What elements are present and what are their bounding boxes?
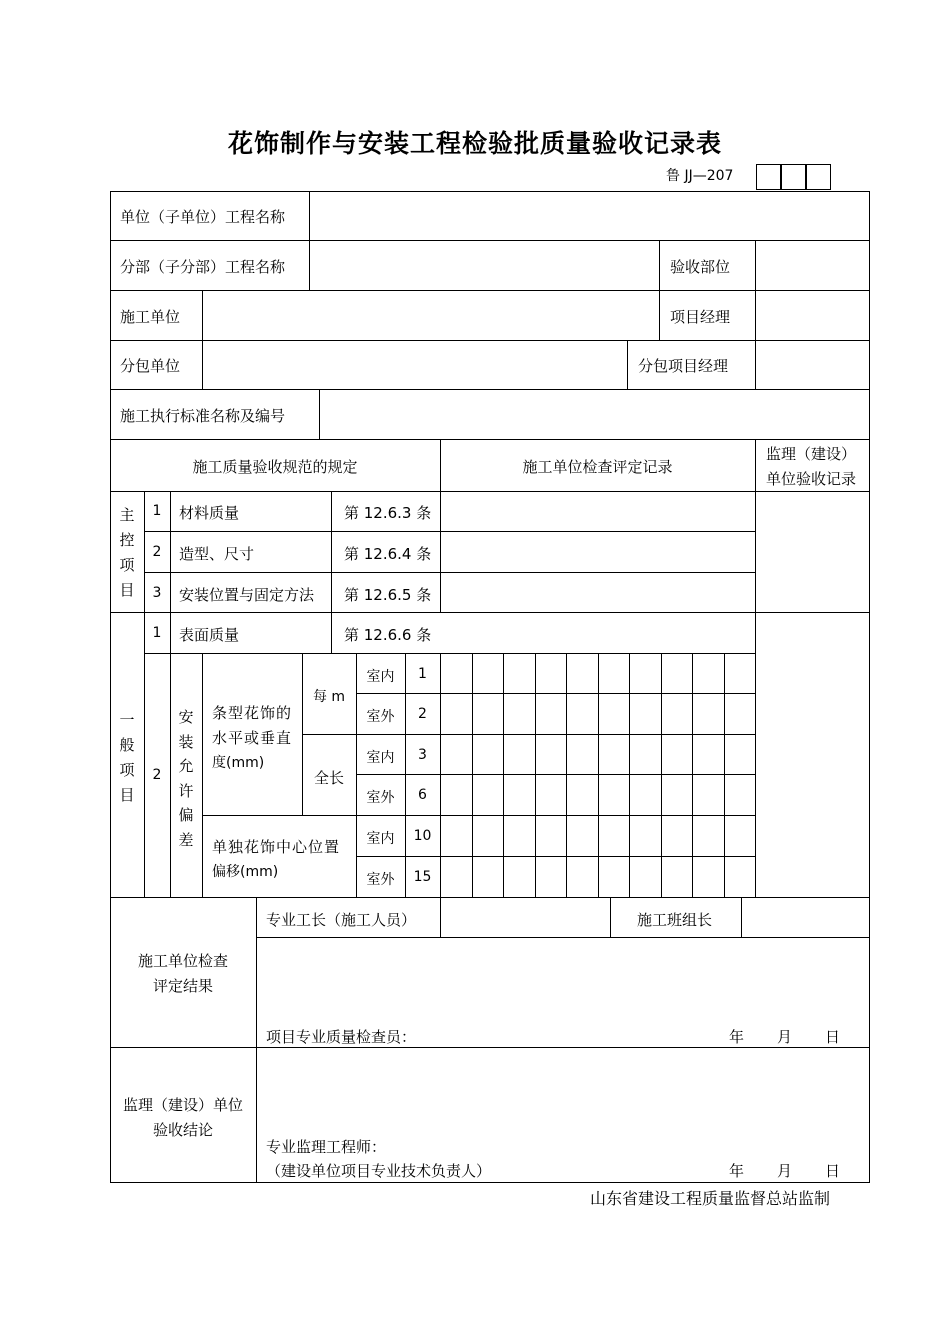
form-title: 花饰制作与安装工程检验批质量验收记录表 <box>227 129 722 158</box>
subcontract-unit-label: 分包单位 <box>120 357 181 375</box>
supervisor-column-header-line2: 单位验收记录 <box>766 470 857 488</box>
project-name-label: 单位（子单位）工程名称 <box>120 208 286 226</box>
general-item-name: 表面质量 <box>179 626 240 644</box>
main-item-name: 造型、尺寸 <box>179 545 255 563</box>
team-leader-label: 施工班组长 <box>637 911 713 929</box>
tolerance-value: 1 <box>418 666 427 682</box>
month-label: 月 <box>777 1028 793 1046</box>
tolerance-place: 室外 <box>366 709 395 725</box>
code-box-2[interactable] <box>781 164 806 190</box>
year-label: 年 <box>729 1162 745 1180</box>
main-item-clause: 第 12.6.3 条 <box>344 504 432 522</box>
general-item-no: 2 <box>152 767 162 783</box>
general-item-no: 1 <box>152 625 162 641</box>
check-record-column-header: 施工单位检查评定记录 <box>522 458 673 476</box>
tolerance-value: 15 <box>413 869 432 885</box>
tolerance-place: 室内 <box>366 750 395 766</box>
main-item-clause: 第 12.6.5 条 <box>344 586 432 604</box>
general-item-clause: 第 12.6.6 条 <box>344 626 432 644</box>
construction-unit-label: 施工单位 <box>120 308 181 326</box>
inspector-label: 项目专业质量检查员： <box>266 1028 417 1046</box>
day-label: 日 <box>825 1162 841 1180</box>
subcontract-manager-label: 分包项目经理 <box>638 357 729 375</box>
per-meter-label: 每 m <box>312 689 346 705</box>
main-item-no: 1 <box>152 503 162 519</box>
month-label: 月 <box>777 1162 793 1180</box>
sub-project-name-label: 分部（子分部）工程名称 <box>120 258 286 276</box>
main-item-clause: 第 12.6.4 条 <box>344 545 432 563</box>
code-box-3[interactable] <box>806 164 831 190</box>
form-code: 鲁 JJ—207 <box>666 168 734 184</box>
tolerance-value: 2 <box>418 706 427 722</box>
main-item-name: 材料质量 <box>179 504 240 522</box>
main-item-no: 3 <box>152 585 162 601</box>
tolerance-place: 室外 <box>366 872 395 888</box>
footer-issuer: 山东省建设工程质量监督总站监制 <box>590 1189 831 1208</box>
tolerance-place: 室内 <box>366 669 395 685</box>
supervisor-column-header-line1: 监理（建设） <box>766 445 857 463</box>
project-manager-label: 项目经理 <box>670 308 731 326</box>
tolerance-place: 室内 <box>366 831 395 847</box>
main-item-no: 2 <box>152 544 162 560</box>
year-label: 年 <box>729 1028 745 1046</box>
standard-label: 施工执行标准名称及编号 <box>120 407 286 425</box>
code-box-1[interactable] <box>756 164 781 190</box>
spec-column-header: 施工质量验收规范的规定 <box>192 458 358 476</box>
supervising-engineer-label: 专业监理工程师： <box>266 1138 387 1156</box>
owner-representative-label: （建设单位项目专业技术负责人） <box>266 1162 492 1180</box>
full-length-label: 全长 <box>313 769 344 787</box>
foreman-label: 专业工长（施工人员） <box>266 911 417 929</box>
tolerance-value: 3 <box>418 747 427 763</box>
day-label: 日 <box>825 1028 841 1046</box>
acceptance-part-label: 验收部位 <box>670 258 731 276</box>
tolerance-place: 室外 <box>366 790 395 806</box>
tolerance-value: 10 <box>413 828 432 844</box>
tolerance-value: 6 <box>418 787 427 803</box>
main-item-name: 安装位置与固定方法 <box>179 586 315 604</box>
